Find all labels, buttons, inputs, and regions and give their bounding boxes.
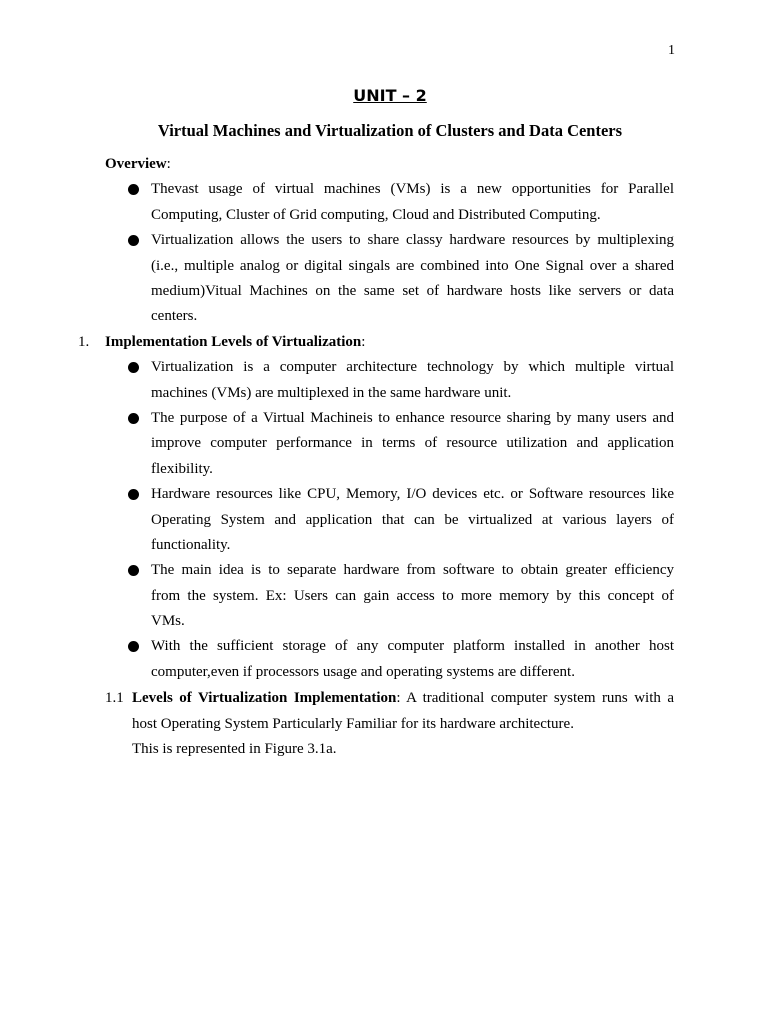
- unit-heading: UNIT – 2: [353, 86, 427, 105]
- colon: :: [166, 156, 171, 172]
- text-line: from the system. Ex: Users can gain access to more memory by this concept of: [151, 587, 674, 604]
- text-line: host Operating System Particularly Familiar for its hardware architecture.: [132, 715, 574, 732]
- overview-label: Overview: [105, 156, 167, 172]
- text-line: With the sufficient storage of any computer platform installed in another host: [151, 638, 674, 655]
- bullet-icon: [128, 362, 139, 373]
- bullet-icon: [128, 413, 139, 424]
- text-line: machines (VMs) are multiplexed in the same hardware unit.: [151, 384, 512, 401]
- text-line: Virtualization allows the users to share classy hardware resources by multiplexing: [151, 232, 674, 249]
- bullet-icon: [128, 565, 139, 576]
- text-line: The purpose of a Virtual Machineis to enhance resource sharing by many users and: [151, 409, 674, 426]
- text-line: [132, 686, 674, 711]
- section-number: 1.: [78, 333, 90, 350]
- text-line: Operating System and application that can be virtualized at various layers of: [151, 511, 674, 528]
- text-line: Thevast usage of virtual machines (VMs) is a new opportunities for Parallel: [151, 181, 674, 198]
- section-heading: [0, 330, 768, 355]
- section-label: Implementation Levels of Virtualization: [105, 333, 362, 350]
- bullet-icon: [128, 235, 139, 246]
- text-line: medium)Vitual Machines on the same set of hardware hosts like servers or data: [151, 282, 674, 299]
- list-item: [0, 355, 674, 406]
- text-line: Computing, Cluster of Grid computing, Cloud and Distributed Computing.: [151, 206, 601, 223]
- subsection-number: 1.1: [105, 690, 124, 707]
- text-line: centers.: [151, 308, 198, 325]
- subsection-text: : A traditional computer system runs with a: [396, 690, 674, 707]
- list-item: [0, 177, 674, 228]
- bullet-icon: [128, 641, 139, 652]
- subsection: [0, 686, 674, 762]
- text-line: This is represented in Figure 3.1a.: [132, 741, 337, 758]
- subsection-label: Levels of Virtualization Implementation: [132, 690, 397, 707]
- bullet-icon: [128, 489, 139, 500]
- list-item: [0, 228, 674, 330]
- overview-heading: [0, 152, 768, 177]
- text-line: Virtualization is a computer architecture technology by which multiple virtual: [151, 359, 674, 376]
- text-line: The main idea is to separate hardware from software to obtain greater efficiency: [151, 562, 674, 579]
- text-line: VMs.: [151, 613, 185, 630]
- list-item: [0, 558, 674, 634]
- list-item: [0, 634, 674, 685]
- list-item: [0, 482, 674, 558]
- text-line: flexibility.: [151, 460, 213, 477]
- text-line: improve computer performance in terms of resource utilization and application: [151, 435, 674, 452]
- list-item: [0, 406, 674, 482]
- text-line: (i.e., multiple analog or digital singals are combined into One Signal over a shared: [151, 257, 674, 274]
- text-line: Hardware resources like CPU, Memory, I/O devices etc. or Software resources like: [151, 486, 674, 503]
- bullet-icon: [128, 184, 139, 195]
- colon: :: [361, 333, 366, 350]
- document-body: [0, 152, 768, 762]
- document-title: Virtual Machines and Virtualization of Clusters and Data Centers: [157, 121, 623, 140]
- text-line: computer,even if processors usage and operating systems are different.: [151, 663, 575, 680]
- page-number: 1: [668, 43, 675, 58]
- text-line: functionality.: [151, 536, 231, 553]
